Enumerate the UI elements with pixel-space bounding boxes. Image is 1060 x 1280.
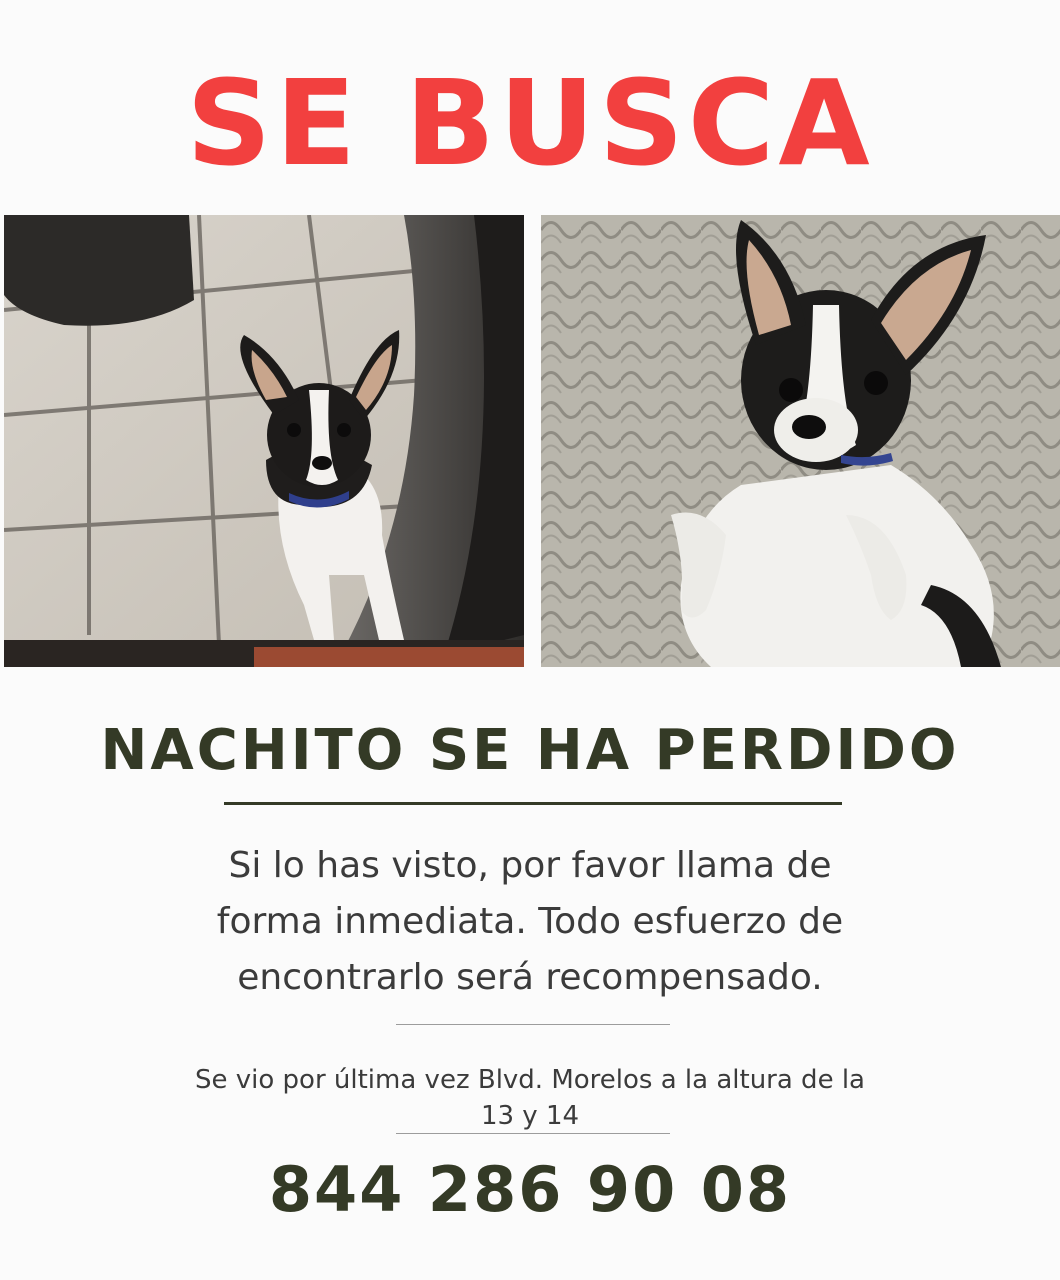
message-divider bbox=[396, 1024, 670, 1025]
dog-lying-image bbox=[541, 215, 1060, 667]
message-line: forma inmediata. Todo esfuerzo de bbox=[216, 901, 844, 942]
message-line: Si lo has visto, por favor llama de bbox=[228, 845, 832, 886]
message-line: encontrarlo será recompensado. bbox=[237, 957, 823, 998]
location-divider bbox=[396, 1133, 670, 1134]
headline: SE BUSCA bbox=[186, 54, 874, 192]
message-text bbox=[130, 838, 930, 1006]
dog-name-title: NACHITO SE HA PERDIDO bbox=[100, 718, 960, 783]
dog-lying-photo bbox=[541, 215, 1060, 667]
last-seen-line: Se vio por última vez Blvd. Morelos a la altura de la bbox=[195, 1065, 865, 1095]
last-seen-line: 13 y 14 bbox=[480, 1101, 580, 1131]
title-divider bbox=[224, 802, 842, 805]
phone-number[interactable]: 844 286 90 08 bbox=[268, 1153, 792, 1226]
last-seen-text bbox=[100, 1062, 960, 1134]
dog-standing-image bbox=[4, 215, 524, 667]
dog-standing-photo bbox=[4, 215, 524, 667]
